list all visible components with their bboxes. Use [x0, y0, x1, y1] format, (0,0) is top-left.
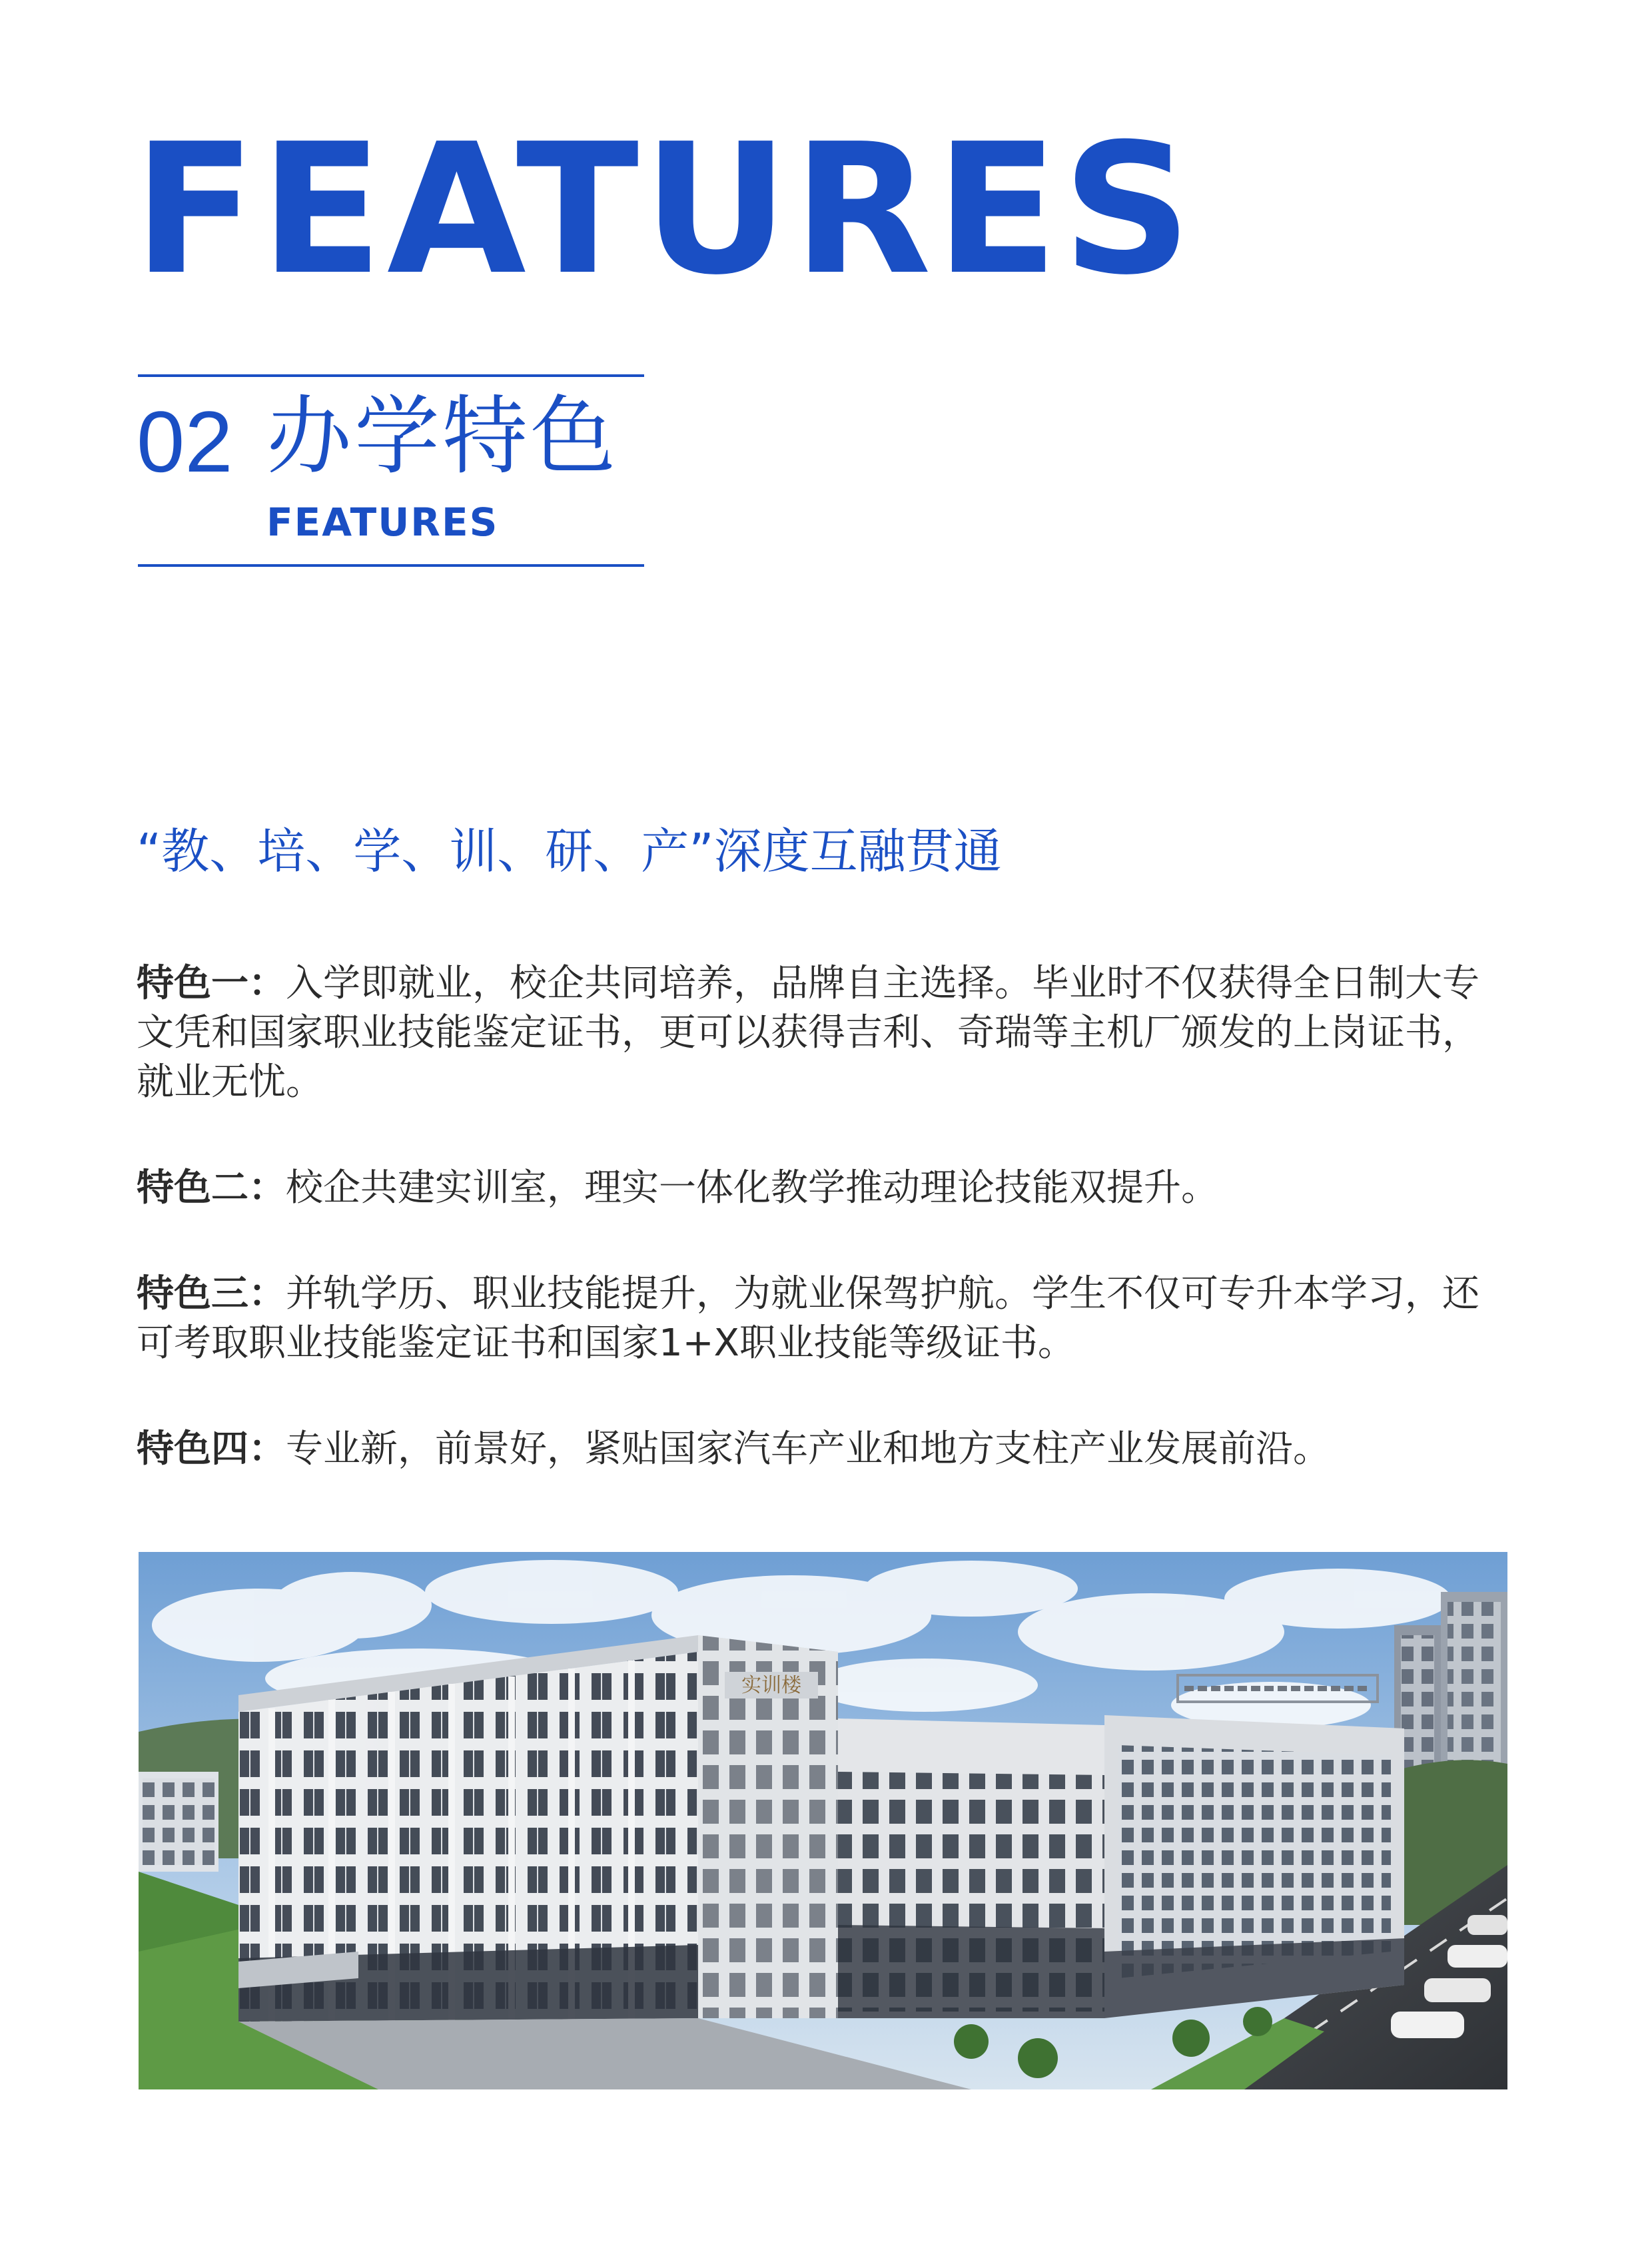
feature-item: [137, 1425, 1515, 1474]
section-title: 办学特色: [266, 387, 619, 486]
big-title: FEATURES: [133, 105, 1196, 314]
headline: “教、培、学、训、研、产”深度互融贯通: [137, 823, 1002, 879]
section-top-rule: [138, 374, 644, 377]
feature-label: 特色二：: [137, 1166, 286, 1210]
feature-text: 专业新，前景好，紧贴国家汽车产业和地方支柱产业发展前沿。: [286, 1427, 1330, 1471]
feature-text: 校企共建实训室，理实一体化教学推动理论技能双提升。: [286, 1166, 1218, 1210]
feature-list: [137, 959, 1515, 1474]
building-sign: 实训楼: [741, 1674, 801, 1697]
section-subtitle: FEATURES: [266, 500, 499, 545]
section-number: 02: [137, 393, 233, 490]
feature-label: 特色一：: [137, 962, 286, 1005]
feature-text: 并轨学历、职业技能提升，为就业保驾护航。学生不仅可专升本学习，还可考取职业技能鉴定证书和国家1+X职业技能等级证书。: [137, 1272, 1479, 1365]
feature-label: 特色四：: [137, 1427, 286, 1471]
feature-text: 入学即就业，校企共同培养，品牌自主选择。毕业时不仅获得全日制大专文凭和国家职业技能鉴定证书，更可以获得吉利、奇瑞等主机厂颁发的上岗证书，就业无忧。: [137, 962, 1479, 1104]
feature-item: [137, 959, 1515, 1107]
feature-item: [137, 1164, 1515, 1213]
campus-building-photo: [139, 1552, 1507, 2089]
section-bottom-rule: [138, 564, 644, 567]
campus-building-illustration: [139, 1552, 1507, 2089]
feature-item: [137, 1270, 1515, 1368]
feature-label: 特色三：: [137, 1272, 286, 1315]
